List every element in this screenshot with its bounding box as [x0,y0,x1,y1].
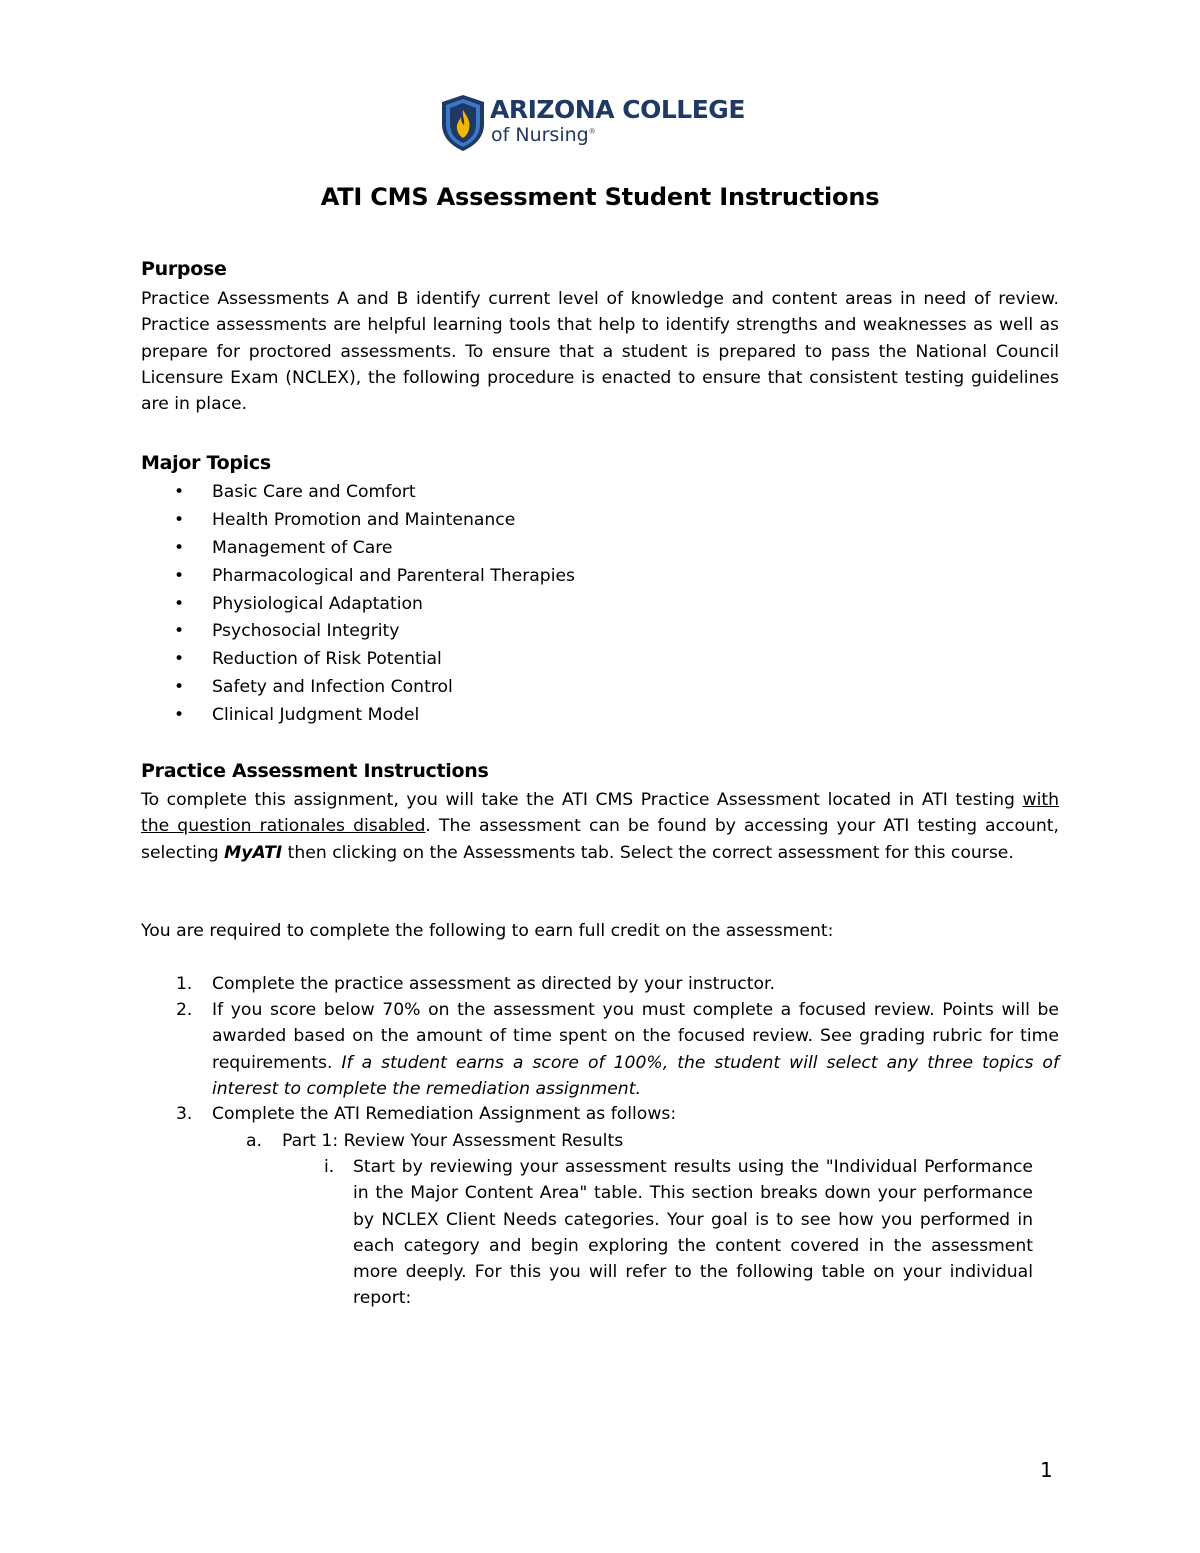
list-item: • Reduction of Risk Potential [141,646,575,674]
purpose-paragraph: Practice Assessments A and B identify current level of knowledge and content areas in need of review. Practice assessments are helpful learning tools that help to identify strengths and weaknesses as well as prepare for proctored assessments. To ensure that a student is prepared to pass the National Council Licensure Exam (NCLEX), the following procedure is enacted to ensure that consistent testing guidelines are in place. [141,289,1059,415]
list-item: • Health Promotion and Maintenance [141,507,575,535]
major-topics-list [141,479,575,730]
list-item: • Physiological Adaptation [141,591,575,619]
step-3-marker: 3. [176,1104,193,1124]
list-item: • Management of Care [141,535,575,563]
list-item: • Safety and Infection Control [141,674,575,702]
sub-a-text: Part 1: Review Your Assessment Results [282,1131,624,1151]
college-logo [440,94,745,154]
step-3-text: Complete the ATI Remediation Assignment as follows: [212,1104,677,1124]
purpose-heading: Purpose [141,258,227,280]
step-2-text: If you score below 70% on the assessment you must complete a focused review. Points will be awarded based on the amount of time spent on the focused review. See grading rubric for time requirements. If a student earns a score of 100%, the student will select any three topics of interest to complete the remediation assignment. [212,1000,1059,1099]
list-item: • Clinical Judgment Model [141,702,575,730]
requirements-intro: You are required to complete the following to earn full credit on the assessment: [141,921,834,941]
step-2-marker: 2. [176,1000,193,1020]
sub-i-marker: i. [324,1157,335,1177]
registered-mark: ® [588,127,596,136]
shield-flame-icon [440,94,486,152]
sub-i-text: Start by reviewing your assessment results using the "Individual Performance in the Major Content Area" table. This section breaks down your performance by NCLEX Client Needs categories. Your goal is to see how you performed in each category and begin exploring the content covered in the assessment more deeply. For this you will refer to the following table on your individual report: [353,1157,1033,1309]
sub-a-marker: a. [246,1131,262,1151]
page-number: 1 [1040,1458,1053,1482]
logo-text-college: ARIZONA COLLEGE [490,95,745,124]
instructions-heading: Practice Assessment Instructions [141,760,489,782]
list-item: • Basic Care and Comfort [141,479,575,507]
step-1-marker: 1. [176,974,193,994]
document-title: ATI CMS Assessment Student Instructions [320,183,880,211]
list-item: • Pharmacological and Parenteral Therapies [141,563,575,591]
rationales-disabled-note: with the question rationales disabled [141,790,1059,837]
myati-term: MyATI [224,842,283,863]
list-item: • Psychosocial Integrity [141,618,575,646]
full-score-note: If a student earns a score of 100%, the student will select any three topics of interest to complete the remediation assignment. [212,1052,1059,1099]
major-topics-heading: Major Topics [141,452,271,474]
instructions-paragraph: To complete this assignment, you will take the ATI CMS Practice Assessment located in ATI testing with the question rationales disabled. The assessment can be found by accessing your ATI testing account, selecting MyATI then clicking on the Assessments tab. Select the correct assessment for this course. [141,790,1059,863]
logo-text-nursing: of Nursing® [491,124,596,146]
step-1-text: Complete the practice assessment as directed by your instructor. [212,974,775,994]
